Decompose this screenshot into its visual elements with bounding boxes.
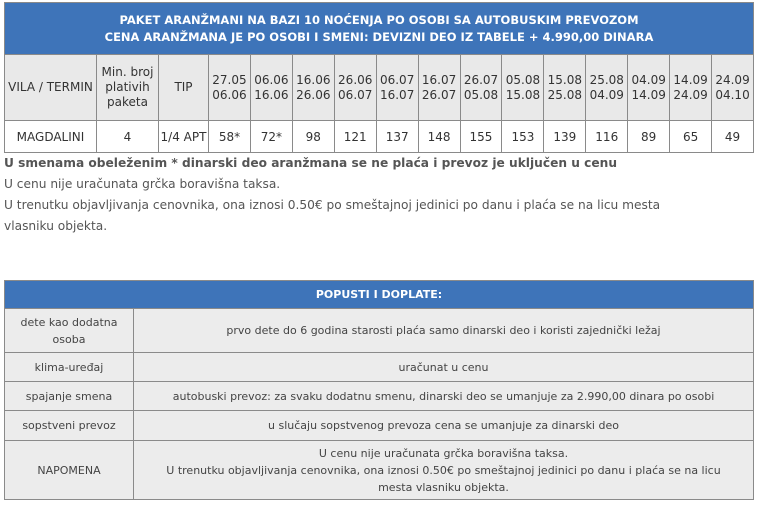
discount-label: sopstveni prevoz <box>5 411 134 441</box>
discount-label: spajanje smena <box>5 382 134 411</box>
cell-tip: 1/4 APT <box>159 121 209 153</box>
cell-vila: MAGDALINI <box>5 121 97 153</box>
col-min-line: paketa <box>107 95 148 109</box>
col-term: 14.09 24.09 <box>670 55 712 121</box>
cell-price: 49 <box>712 121 754 153</box>
value-line: prvo dete do 6 godina starosti plaća samo dinarski deo i koristi zajednički ležaj <box>226 324 661 337</box>
price-table-header-row <box>5 3 754 55</box>
discounts-title: POPUSTI I DOPLATE: <box>5 281 754 309</box>
price-table <box>4 2 754 153</box>
discount-label: NAPOMENA <box>5 441 134 500</box>
cell-price: 72* <box>250 121 292 153</box>
discount-value: u slučaju sopstvenog prevoza cena se umanjuje za dinarski deo <box>134 411 754 441</box>
table-row <box>5 121 754 153</box>
col-term: 15.08 25.08 <box>544 55 586 121</box>
cell-price: 148 <box>418 121 460 153</box>
discounts-table <box>4 280 754 500</box>
cell-price: 58* <box>209 121 251 153</box>
note-line: vlasniku objekta. <box>4 219 108 233</box>
price-table-title-line: CENA ARANŽMANA JE PO OSOBI I SMENI: DEVIZNI DEO IZ TABELE + 4.990,00 DINARA <box>104 29 654 44</box>
cell-min: 4 <box>97 121 159 153</box>
col-vila-termin: VILA / TERMIN <box>5 55 97 121</box>
label-line: osoba <box>52 332 86 346</box>
discounts-header-row <box>5 281 754 309</box>
note-line: U trenutku objavljivanja cenovnika, ona iznosi 0.50€ po smeštajnoj jedinici po danu i plaća se na licu mesta <box>4 198 661 212</box>
discount-value <box>134 441 754 500</box>
col-term: 27.05 06.06 <box>209 55 251 121</box>
label-line: dete kao dodatna <box>20 315 118 329</box>
col-term: 24.09 04.10 <box>712 55 754 121</box>
cell-price: 98 <box>292 121 334 153</box>
price-table-title <box>5 3 754 55</box>
price-table-columns-row <box>5 55 754 121</box>
table-row <box>5 353 754 382</box>
discount-value: uračunat u cenu <box>134 353 754 382</box>
table-row <box>5 411 754 441</box>
col-term: 05.08 15.08 <box>502 55 544 121</box>
col-term: 16.07 26.07 <box>418 55 460 121</box>
col-min-line: plativih <box>105 80 150 94</box>
price-table-title-line: PAKET ARANŽMANI NA BAZI 10 NOĆENJA PO OSOBI SA AUTOBUSKIM PREVOZOM <box>119 12 639 27</box>
discount-value: autobuski prevoz: za svaku dodatnu smenu, dinarski deo se umanjuje za 2.990,00 dinara po osobi <box>134 382 754 411</box>
note-line: U cenu nije uračunata grčka boravišna taksa. <box>4 177 281 191</box>
table-row <box>5 309 754 353</box>
col-term: 16.06 26.06 <box>292 55 334 121</box>
col-term: 06.06 16.06 <box>250 55 292 121</box>
col-tip: TIP <box>159 55 209 121</box>
table-row <box>5 382 754 411</box>
cell-price: 89 <box>628 121 670 153</box>
value-line: U trenutku objavljivanja cenovnika, ona iznosi 0.50€ po smeštajnoj jedinici po danu i plaća se na licu <box>166 463 721 477</box>
table-row <box>5 441 754 500</box>
col-min-paketa <box>97 55 159 121</box>
cell-price: 153 <box>502 121 544 153</box>
note-star-legend: U smenama obeleženim * dinarski deo aranžmana se ne plaća i prevoz je uključen u cenu <box>4 156 618 170</box>
cell-price: 139 <box>544 121 586 153</box>
col-term: 04.09 14.09 <box>628 55 670 121</box>
cell-price: 155 <box>460 121 502 153</box>
notes-block <box>4 153 754 237</box>
col-min-line: Min. broj <box>101 65 154 79</box>
col-term: 26.07 05.08 <box>460 55 502 121</box>
cell-price: 116 <box>586 121 628 153</box>
discount-label <box>5 309 134 353</box>
cell-price: 65 <box>670 121 712 153</box>
col-term: 26.06 06.07 <box>334 55 376 121</box>
value-line: mesta vlasniku objekta. <box>378 480 509 494</box>
discount-label: klima-uređaj <box>5 353 134 382</box>
cell-price: 121 <box>334 121 376 153</box>
value-line: U cenu nije uračunata grčka boravišna taksa. <box>318 446 569 460</box>
cell-price: 137 <box>376 121 418 153</box>
col-term: 06.07 16.07 <box>376 55 418 121</box>
discount-value <box>134 309 754 353</box>
col-term: 25.08 04.09 <box>586 55 628 121</box>
